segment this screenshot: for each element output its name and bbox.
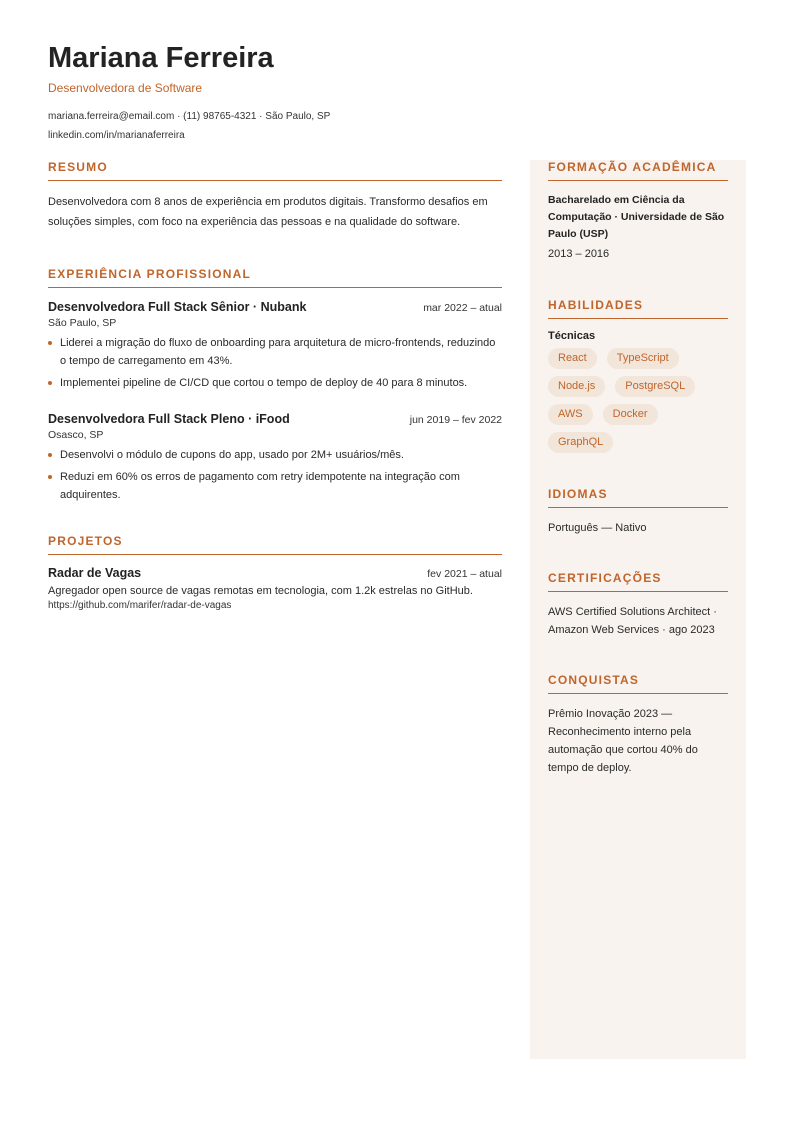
section-title: FORMAÇÃO ACADÊMICA	[548, 160, 728, 181]
skill-chips	[548, 348, 728, 453]
skill-chip: React	[548, 348, 597, 369]
skill-chip: AWS	[548, 404, 593, 425]
list-item: Implementei pipeline de CI/CD que cortou o tempo de deploy de 40 para 8 minutos.	[48, 374, 502, 392]
list-item: Liderei a migração do fluxo de onboarding para arquitetura de micro-frontends, reduzindo o tempo de carregamento em 43%.	[48, 334, 502, 370]
sidebar	[530, 160, 746, 1059]
education-section	[548, 160, 728, 263]
job-entry	[48, 300, 502, 392]
main-column	[48, 160, 502, 611]
experience-section	[48, 267, 502, 504]
education-years: 2013 – 2016	[548, 248, 610, 260]
job-title: Desenvolvedora Full Stack Sênior · Nubank	[48, 300, 307, 314]
job-location: São Paulo, SP	[48, 317, 117, 329]
section-title: IDIOMAS	[548, 487, 728, 508]
achievement-entry: Prêmio Inovação 2023 — Reconhecimento interno pela automação que cortou 40% do tempo de deploy.	[548, 708, 698, 774]
resume-header	[48, 40, 748, 145]
section-title: PROJETOS	[48, 534, 502, 555]
candidate-role: Desenvolvedora de Software	[48, 81, 203, 95]
skill-chip: TypeScript	[607, 348, 679, 369]
projects-section	[48, 534, 502, 611]
section-title: CONQUISTAS	[548, 673, 728, 694]
job-entry	[48, 412, 502, 504]
bullet-dot-icon	[48, 381, 52, 385]
certification-entry: AWS Certified Solutions Architect · Amazon Web Services · ago 2023	[548, 606, 717, 636]
project-entry	[48, 566, 502, 611]
skills-label: Técnicas	[548, 330, 596, 342]
language-entry: Português — Nativo	[548, 522, 647, 534]
job-bullets	[48, 334, 502, 392]
bullet-dot-icon	[48, 341, 52, 345]
job-bullets	[48, 446, 502, 504]
skill-chip: PostgreSQL	[615, 376, 695, 397]
section-title: HABILIDADES	[548, 298, 728, 319]
section-title: EXPERIÊNCIA PROFISSIONAL	[48, 267, 502, 288]
skill-chip: Node.js	[548, 376, 605, 397]
list-item: Desenvolvi o módulo de cupons do app, usado por 2M+ usuários/mês.	[48, 446, 502, 464]
contact-info	[48, 107, 748, 145]
contact-line: mariana.ferreira@email.com · (11) 98765-4321 · São Paulo, SP	[48, 111, 331, 122]
project-link[interactable]: https://github.com/marifer/radar-de-vagas	[48, 600, 232, 611]
project-description: Agregador open source de vagas remotas em tecnologia, com 1.2k estrelas no GitHub.	[48, 585, 473, 597]
job-title: Desenvolvedora Full Stack Pleno · iFood	[48, 412, 290, 426]
project-title: Radar de Vagas	[48, 566, 142, 580]
skills-section	[548, 298, 728, 453]
summary-section	[48, 160, 502, 232]
summary-text: Desenvolvedora com 8 anos de experiência em produtos digitais. Transformo desafios em soluções simples, com foco na experiência das pessoas e na qualidade do software.	[48, 196, 488, 228]
job-date: mar 2022 – atual	[423, 302, 502, 314]
achievements-section	[548, 673, 728, 777]
linkedin-link[interactable]: linkedin.com/in/marianaferreira	[48, 130, 185, 141]
skill-chip: Docker	[603, 404, 658, 425]
section-title: RESUMO	[48, 160, 502, 181]
degree-text: Bacharelado em Ciência da Computação · Universidade de São Paulo (USP)	[548, 194, 725, 240]
job-date: jun 2019 – fev 2022	[409, 414, 502, 426]
bullet-dot-icon	[48, 453, 52, 457]
list-item: Reduzi em 60% os erros de pagamento com retry idempotente na integração com adquirentes.	[48, 468, 502, 504]
languages-section	[548, 487, 728, 537]
bullet-dot-icon	[48, 475, 52, 479]
candidate-name: Mariana Ferreira	[48, 42, 274, 74]
section-title: CERTIFICAÇÕES	[548, 571, 728, 592]
job-location: Osasco, SP	[48, 429, 104, 441]
skill-chip: GraphQL	[548, 432, 613, 453]
project-date: fev 2021 – atual	[427, 568, 502, 580]
certifications-section	[548, 571, 728, 639]
